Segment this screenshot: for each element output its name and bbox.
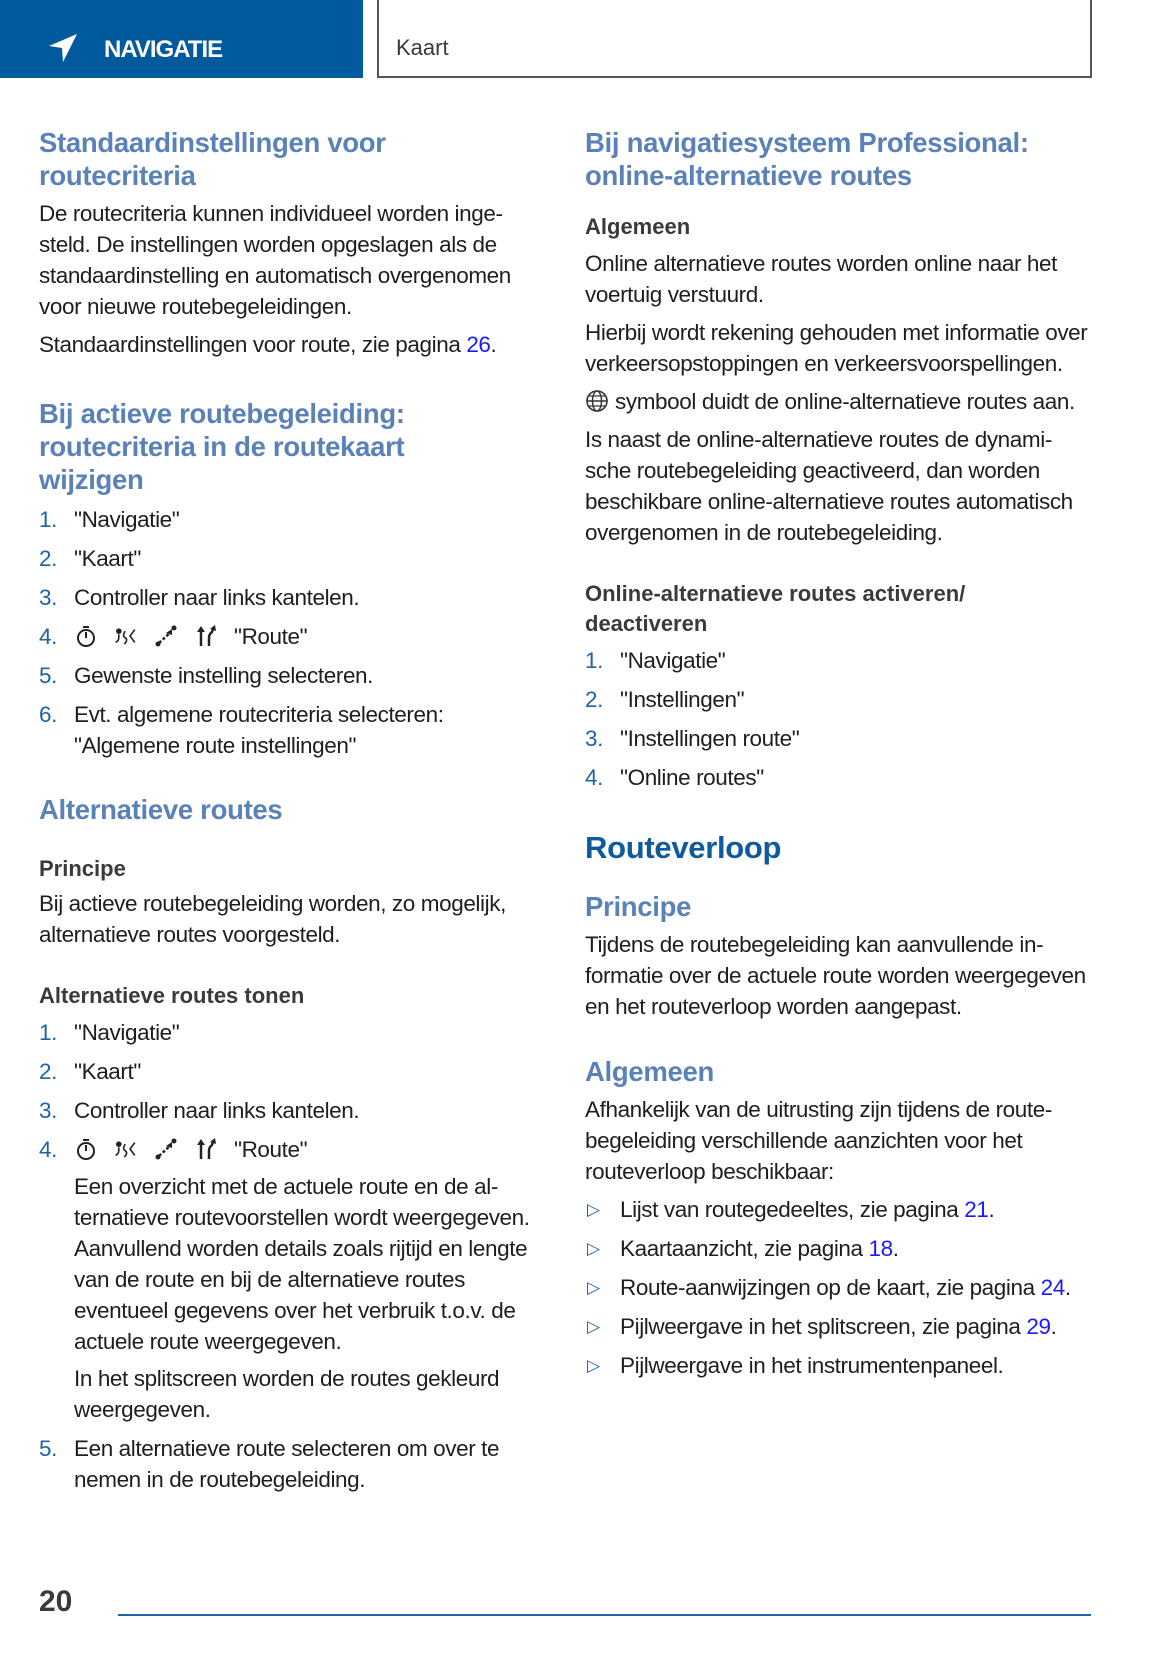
triangle-bullet-icon: ▷ — [587, 1356, 600, 1375]
list-item: 3. Controller naar links kantelen. — [39, 1098, 360, 1123]
heading-routeverloop: Routeverloop — [585, 830, 782, 865]
route-arrow-icon — [154, 624, 178, 648]
list-item: 4. "Route" — [39, 624, 308, 649]
page-link[interactable]: 18 — [868, 1236, 893, 1261]
globe-icon — [585, 389, 609, 413]
paragraph: Is naast de online-alternatieve routes de dynamische routebegeleiding geactiveerd, dan worden beschikbare online-alternatieve routes automatisch overgenomen in de routebegeleiding. — [585, 427, 1073, 545]
page-link[interactable]: 26 — [466, 332, 491, 357]
list-item: 1. "Navigatie" — [585, 648, 726, 673]
chapter-tab — [377, 0, 1092, 78]
list-item: 2. "Kaart" — [39, 546, 141, 571]
list-item: 3. Controller naar links kantelen. — [39, 585, 360, 610]
list-item: 2. "Instellingen" — [585, 687, 745, 712]
paragraph: Afhankelijk van de uitrusting zijn tijdens de routebegeleiding verschillende aanzichten voor het routeverloop beschikbaar: — [585, 1097, 1053, 1184]
paragraph: Tijdens de routebegeleiding kan aanvullende informatie over de actuele route worden weergegeven en het routeverloop worden aangepast. — [585, 932, 1086, 1019]
lanes-icon — [194, 624, 218, 648]
subheading-alternatieve-routes-tonen: Alternatieve routes tonen — [39, 983, 305, 1008]
steps-list — [39, 1017, 544, 1495]
steps-list — [585, 645, 1090, 793]
step-detail: In het splitscreen worden de routes gekleurd weergegeven. — [74, 1366, 500, 1422]
subheading-principe: Principe — [39, 856, 126, 881]
heading-alternatieve-routes: Alternatieve routes — [39, 794, 283, 825]
traffic-icon — [114, 624, 138, 648]
list-item: ▷ Pijlweergave in het splitscreen, zie pagina 29. — [585, 1311, 1090, 1342]
subheading-activeren: Online-alternatieve routes activeren/ deactiveren — [585, 581, 966, 636]
steps-list — [39, 504, 544, 761]
subheading-algemeen: Algemeen — [585, 214, 691, 239]
triangle-bullet-icon: ▷ — [587, 1200, 600, 1219]
list-item: 3. "Instellingen route" — [585, 726, 800, 751]
list-item: 5. Een alternatieve route selecteren om over te nemen in de routebegeleiding. — [39, 1436, 500, 1492]
paragraph: symbool duidt de online-alternatieve routes aan. — [585, 386, 1090, 417]
page-number: 20 — [39, 1585, 73, 1618]
heading-online-alternatieve-routes: Bij navigatiesysteem Professional: online-alternatieve routes — [585, 127, 1029, 191]
list-item: ▷ Pijlweergave in het instrumentenpaneel. — [585, 1350, 1090, 1381]
list-item: 2. "Kaart" — [39, 1059, 141, 1084]
navigation-arrow-icon — [47, 32, 79, 64]
list-item: ▷ Lijst van routegedeeltes, zie pagina 21. — [585, 1194, 1090, 1225]
traffic-icon — [114, 1137, 138, 1161]
paragraph: Online alternatieve routes worden online naar het voertuig verstuurd. — [585, 251, 1057, 307]
triangle-bullet-icon: ▷ — [587, 1317, 600, 1336]
left-column — [39, 126, 544, 1503]
step-detail: Een overzicht met de actuele route en de alternatieve routevoorstellen wordt weergegeven. Aanvullend worden details zoals rijtijd en lengte van de route en bij de alternatieve routes eventueel gegevens over het verbruik t.o.v. de actuele route weergegeven. — [74, 1174, 530, 1354]
heading-standaardinstellingen: Standaardinstellingen voor routecriteria — [39, 127, 386, 191]
list-item: 1. "Navigatie" — [39, 1020, 180, 1045]
footer-divider — [118, 1614, 1091, 1616]
triangle-bullet-icon: ▷ — [587, 1239, 600, 1258]
stopwatch-icon — [74, 1137, 98, 1161]
heading-principe: Principe — [585, 891, 692, 922]
section-title: NAVIGATIE — [104, 36, 223, 63]
list-item: ▷ Route-aanwijzingen op de kaart, zie pagina 24. — [585, 1272, 1090, 1303]
page-link[interactable]: 21 — [964, 1197, 989, 1222]
right-column — [585, 126, 1090, 1389]
page-link[interactable]: 29 — [1026, 1314, 1051, 1339]
list-item: ▷ Kaartaanzicht, zie pagina 18. — [585, 1233, 1090, 1264]
paragraph: Hierbij wordt rekening gehouden met informatie over verkeersopstoppingen en verkeersvoorspellingen. — [585, 320, 1088, 376]
list-item: 4. "Route" Een overzicht met de actuele route en de alternatieve routevoorstellen wordt weergegeven. Aanvullend worden details zoals rijtijd en lengte van de route en bij de alternatieve routes eventueel gegevens over het verbruik t.o.v. de actuele route weergegeven. In het splitscreen worden de routes gekleurd weergegeven. — [39, 1134, 544, 1425]
list-item: 1. "Navigatie" — [39, 507, 180, 532]
route-arrow-icon — [154, 1137, 178, 1161]
page-link[interactable]: 24 — [1040, 1275, 1065, 1300]
list-item: 5. Gewenste instelling selecteren. — [39, 663, 374, 688]
views-list — [585, 1194, 1090, 1381]
heading-routecriteria-wijzigen: Bij actieve routebegeleiding: routecriteria in de routekaart wijzigen — [39, 398, 405, 495]
chapter-tab-label: Kaart — [396, 35, 449, 60]
lanes-icon — [194, 1137, 218, 1161]
stopwatch-icon — [74, 624, 98, 648]
heading-algemeen: Algemeen — [585, 1056, 715, 1087]
paragraph: Bij actieve routebegeleiding worden, zo mogelijk, alternatieve routes voorgesteld. — [39, 891, 506, 947]
triangle-bullet-icon: ▷ — [587, 1278, 600, 1297]
list-item: 6. Evt. algemene routecriteria selecteren: "Algemene route instellingen" — [39, 702, 444, 758]
list-item: 4. "Online routes" — [585, 765, 764, 790]
section-header-band — [0, 0, 363, 78]
paragraph: Standaardinstellingen voor route, zie pagina 26. — [39, 332, 497, 357]
paragraph: De routecriteria kunnen individueel worden ingesteld. De instellingen worden opgeslagen als de standaardinstelling en automatisch overgenomen voor nieuwe routebegeleidingen. — [39, 201, 511, 319]
